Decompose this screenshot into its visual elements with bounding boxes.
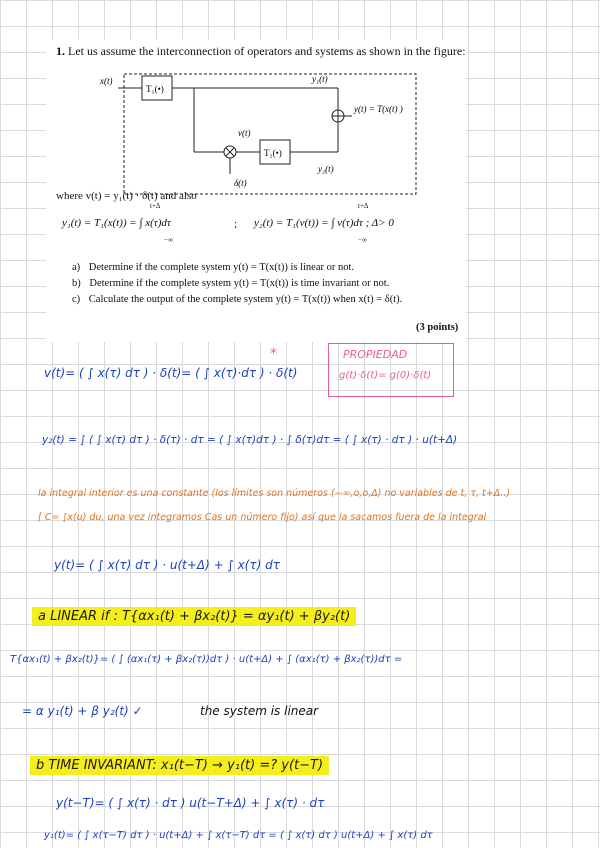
y2-lower-limit: −∞ <box>358 236 367 244</box>
y1-label: y₁(t) <box>312 74 328 84</box>
problem-statement <box>46 40 466 342</box>
y1-upper-limit: t+Δ <box>150 202 161 210</box>
definition-y2: y₂(t) = T₁(v(t)) = ∫ v(τ)dτ ; Δ> 0 <box>254 217 394 229</box>
output-label: y(t) = T(x(t) ) <box>354 104 403 114</box>
question-c <box>72 294 402 305</box>
y1-lower-limit: −∞ <box>164 236 173 244</box>
note-y2-line: y₂(t) = ∫ ( ∫ x(τ) dτ ) · δ(τ) · dτ = ( ∫ x(τ)dτ ) · ∫ δ(τ)dτ = ( ∫ x(τ) · dτ ) · u(t+Δ) <box>42 434 458 446</box>
part-a-conclusion: the system is linear <box>200 704 319 718</box>
part-b-line2: y₁(t)= ( ∫ x(τ−T) dτ ) · u(t+Δ) + ∫ x(τ−T) dτ = ( ∫ x(τ) dτ ) u(t+Δ) + ∫ x(τ) dτ <box>44 830 433 841</box>
where-line: where v(t) = y₁(t) · δ(t) and also <box>56 190 197 202</box>
points: (3 points) <box>416 322 459 333</box>
problem-intro-line <box>56 44 466 59</box>
question-b <box>72 278 389 289</box>
definition-y1: y₁(t) = T₁(x(t)) = ∫ x(τ)dτ <box>62 217 171 229</box>
note-orange-1: la integral interior es una constante (los límites son números (−∞,o,o,Δ) no variables de t, τ, t+Δ..) <box>38 488 510 499</box>
input-label: x(t) <box>100 76 113 86</box>
part-a-heading: a LINEAR if : T{αx₁(t) + βx₂(t)} = αy₁(t) + βy₂(t) <box>32 607 356 626</box>
system-diagram <box>46 62 466 202</box>
star-mark: * <box>270 346 277 362</box>
note-y-line: y(t)= ( ∫ x(τ) dτ ) · u(t+Δ) + ∫ x(τ) dτ <box>54 558 280 572</box>
block1-label: T₁(•) <box>146 84 164 94</box>
property-title: PROPIEDAD <box>343 348 408 361</box>
problem-intro: Let us assume the interconnection of operators and systems as shown in the figure: <box>68 44 466 58</box>
y2-label: y₂(t) <box>318 164 334 174</box>
question-b-text: Determine if the complete system y(t) = T(x(t)) is time invariant or not. <box>89 278 390 289</box>
question-c-text: Calculate the output of the complete system y(t) = T(x(t)) when x(t) = δ(t). <box>88 294 403 305</box>
question-c-letter: c) <box>72 294 81 305</box>
question-a-text: Determine if the complete system y(t) = T(x(t)) is linear or not. <box>88 262 355 273</box>
property-box <box>328 343 454 397</box>
property-body: g(t)·δ(t)= g(0)·δ(t) <box>339 370 432 381</box>
part-a-line2: = α y₁(t) + β y₂(t) ✓ <box>22 704 143 718</box>
note-v-line: v(t)= ( ∫ x(τ) dτ ) · δ(t)= ( ∫ x(τ)·dτ ) · δ(t) <box>44 366 298 380</box>
part-a-line1: T{αx₁(t) + βx₂(t)}= ( ∫ (αx₁(τ) + βx₂(τ))dτ ) · u(t+Δ) + ∫ (αx₁(τ) + βx₂(τ))dτ = <box>10 654 403 665</box>
question-a <box>72 262 354 273</box>
part-b-heading: b TIME INVARIANT: x₁(t−T) → y₁(t) =? y(t−T) <box>30 756 329 775</box>
v-label: v(t) <box>238 128 251 138</box>
block2-label: T₁(•) <box>264 148 282 158</box>
y2-upper-limit: t+Δ <box>358 202 369 210</box>
question-a-letter: a) <box>72 262 81 273</box>
delta-label: δ(t) <box>234 178 247 188</box>
part-b-line1: y(t−T)= ( ∫ x(τ) · dτ ) u(t−T+Δ) + ∫ x(τ) · dτ <box>56 796 325 810</box>
problem-number: 1. <box>56 44 65 58</box>
question-b-letter: b) <box>72 278 81 289</box>
note-orange-2: [ C= ∫x(u) du, una vez integramos Cas un número fijo) así que la sacamos fuera de la integral <box>38 512 487 523</box>
definition-separator: ; <box>234 218 238 230</box>
